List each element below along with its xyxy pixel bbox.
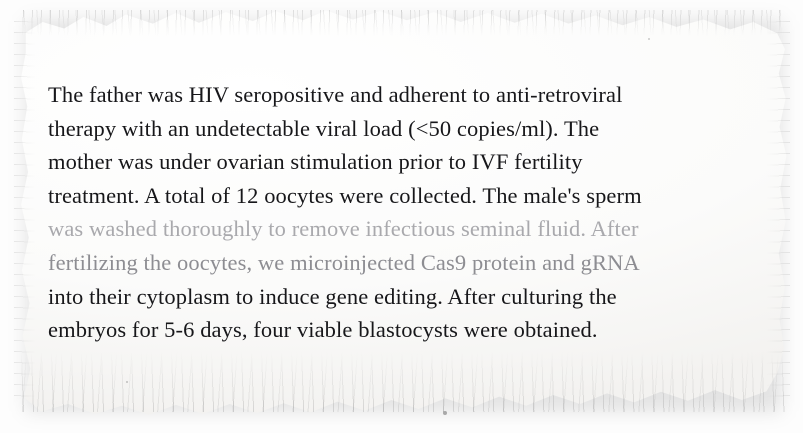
dust-speck: [126, 381, 128, 383]
text-line: The father was HIV seropositive and adherent to anti-retroviral: [48, 82, 623, 107]
dust-speck: [443, 411, 447, 415]
text-line: treatment. A total of 12 oocytes were collected. The male's sperm: [48, 182, 642, 208]
text-line-faded: was washed thoroughly to remove infectious seminal fluid. After: [48, 216, 639, 242]
text-line: embryos for 5-6 days, four viable blastocysts were obtained.: [48, 317, 598, 343]
paragraph-text: [48, 78, 724, 347]
text-line: therapy with an undetectable viral load (<50 copies/ml). The: [48, 115, 600, 141]
text-line: into their cytoplasm to induce gene editing. After culturing the: [48, 283, 617, 309]
dust-speck: [648, 38, 650, 40]
text-line: mother was under ovarian stimulation prior to IVF fertility: [48, 149, 583, 175]
text-line: fertilizing the oocytes, we microinjected Cas9 protein and gRNA: [48, 249, 640, 275]
